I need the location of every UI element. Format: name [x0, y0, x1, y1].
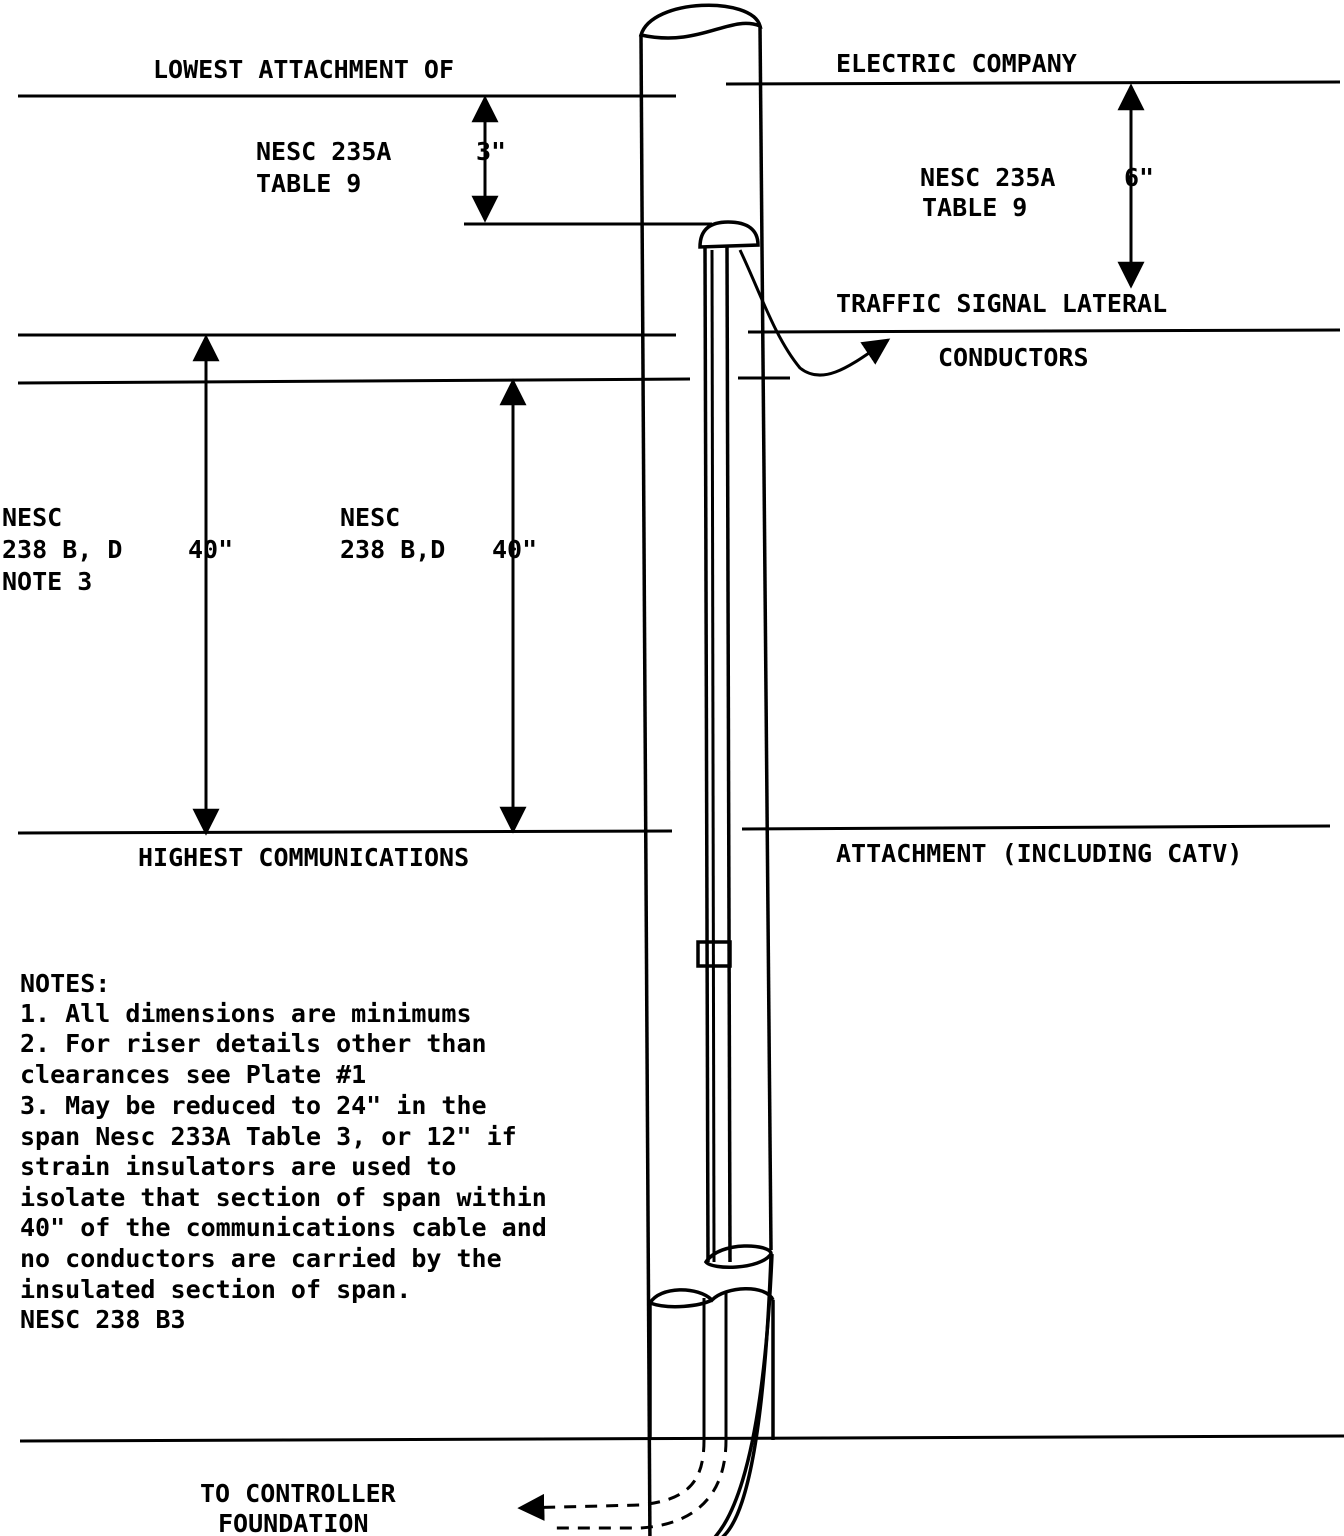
label-nesc-238-left-2: 238 B, D [2, 535, 123, 564]
label-highest-communications: HIGHEST COMMUNICATIONS [138, 843, 470, 872]
riser-left-edge [705, 247, 708, 1262]
label-nesc-235a-right-2: TABLE 9 [922, 193, 1028, 222]
pole-top-cap [641, 5, 760, 38]
label-dim-3in: 3" [476, 137, 507, 166]
label-nesc-238-mid-2: 238 B,D [340, 535, 446, 564]
note-line: isolate that section of span within [20, 1183, 547, 1212]
riser-inner-line [712, 250, 714, 1262]
electric-attachment-line-right [726, 82, 1340, 84]
label-dim-6in: 6" [1124, 163, 1155, 192]
notes-block [20, 969, 547, 1334]
label-nesc-235a-left-2: TABLE 9 [256, 169, 362, 198]
pole-right-edge [760, 26, 771, 1250]
notes-heading: NOTES: [20, 969, 111, 998]
label-to-controller: TO CONTROLLER [200, 1479, 396, 1508]
ground-line [20, 1436, 1344, 1441]
label-lowest-attachment: LOWEST ATTACHMENT OF [153, 55, 455, 84]
underground-conduit-inner [556, 1440, 726, 1528]
label-nesc-238-left-3: NOTE 3 [2, 567, 93, 596]
label-dim-40in-mid: 40" [492, 535, 538, 564]
note-line: 40" of the communications cable and [20, 1213, 547, 1242]
label-nesc-238-left-1: NESC [2, 503, 63, 532]
label-nesc-235a-left-1: NESC 235A [256, 137, 392, 166]
label-traffic-signal-lateral: TRAFFIC SIGNAL LATERAL [836, 289, 1168, 318]
note-line: insulated section of span. [20, 1275, 412, 1304]
note-line: 2. For riser details other than [20, 1029, 487, 1058]
note-line: clearances see Plate #1 [20, 1060, 367, 1089]
note-line: 3. May be reduced to 24" in the [20, 1091, 487, 1120]
riser-right-edge [727, 247, 730, 1262]
communications-line-left [18, 831, 672, 833]
label-nesc-238-mid-1: NESC [340, 503, 401, 532]
riser-bottom-ellipse [706, 1246, 771, 1267]
note-line: strain insulators are used to [20, 1152, 457, 1181]
riser-weatherhead [700, 222, 758, 247]
communications-line-right [742, 826, 1330, 829]
note-line: 1. All dimensions are minimums [20, 999, 472, 1028]
lateral-line-upper-right [748, 330, 1340, 332]
label-nesc-235a-right-1: NESC 235A [920, 163, 1056, 192]
label-dim-40in-left: 40" [188, 535, 234, 564]
label-conductors: CONDUCTORS [938, 343, 1089, 372]
note-line: span Nesc 233A Table 3, or 12" if [20, 1122, 517, 1151]
underground-conduit-outer [520, 1440, 704, 1508]
lateral-line-lower-left [18, 379, 690, 383]
label-foundation: FOUNDATION [218, 1509, 369, 1536]
label-electric-company: ELECTRIC COMPANY [836, 49, 1077, 78]
note-line: NESC 238 B3 [20, 1305, 186, 1334]
label-attachment-catv: ATTACHMENT (INCLUDING CATV) [836, 839, 1243, 868]
note-line: no conductors are carried by the [20, 1244, 502, 1273]
